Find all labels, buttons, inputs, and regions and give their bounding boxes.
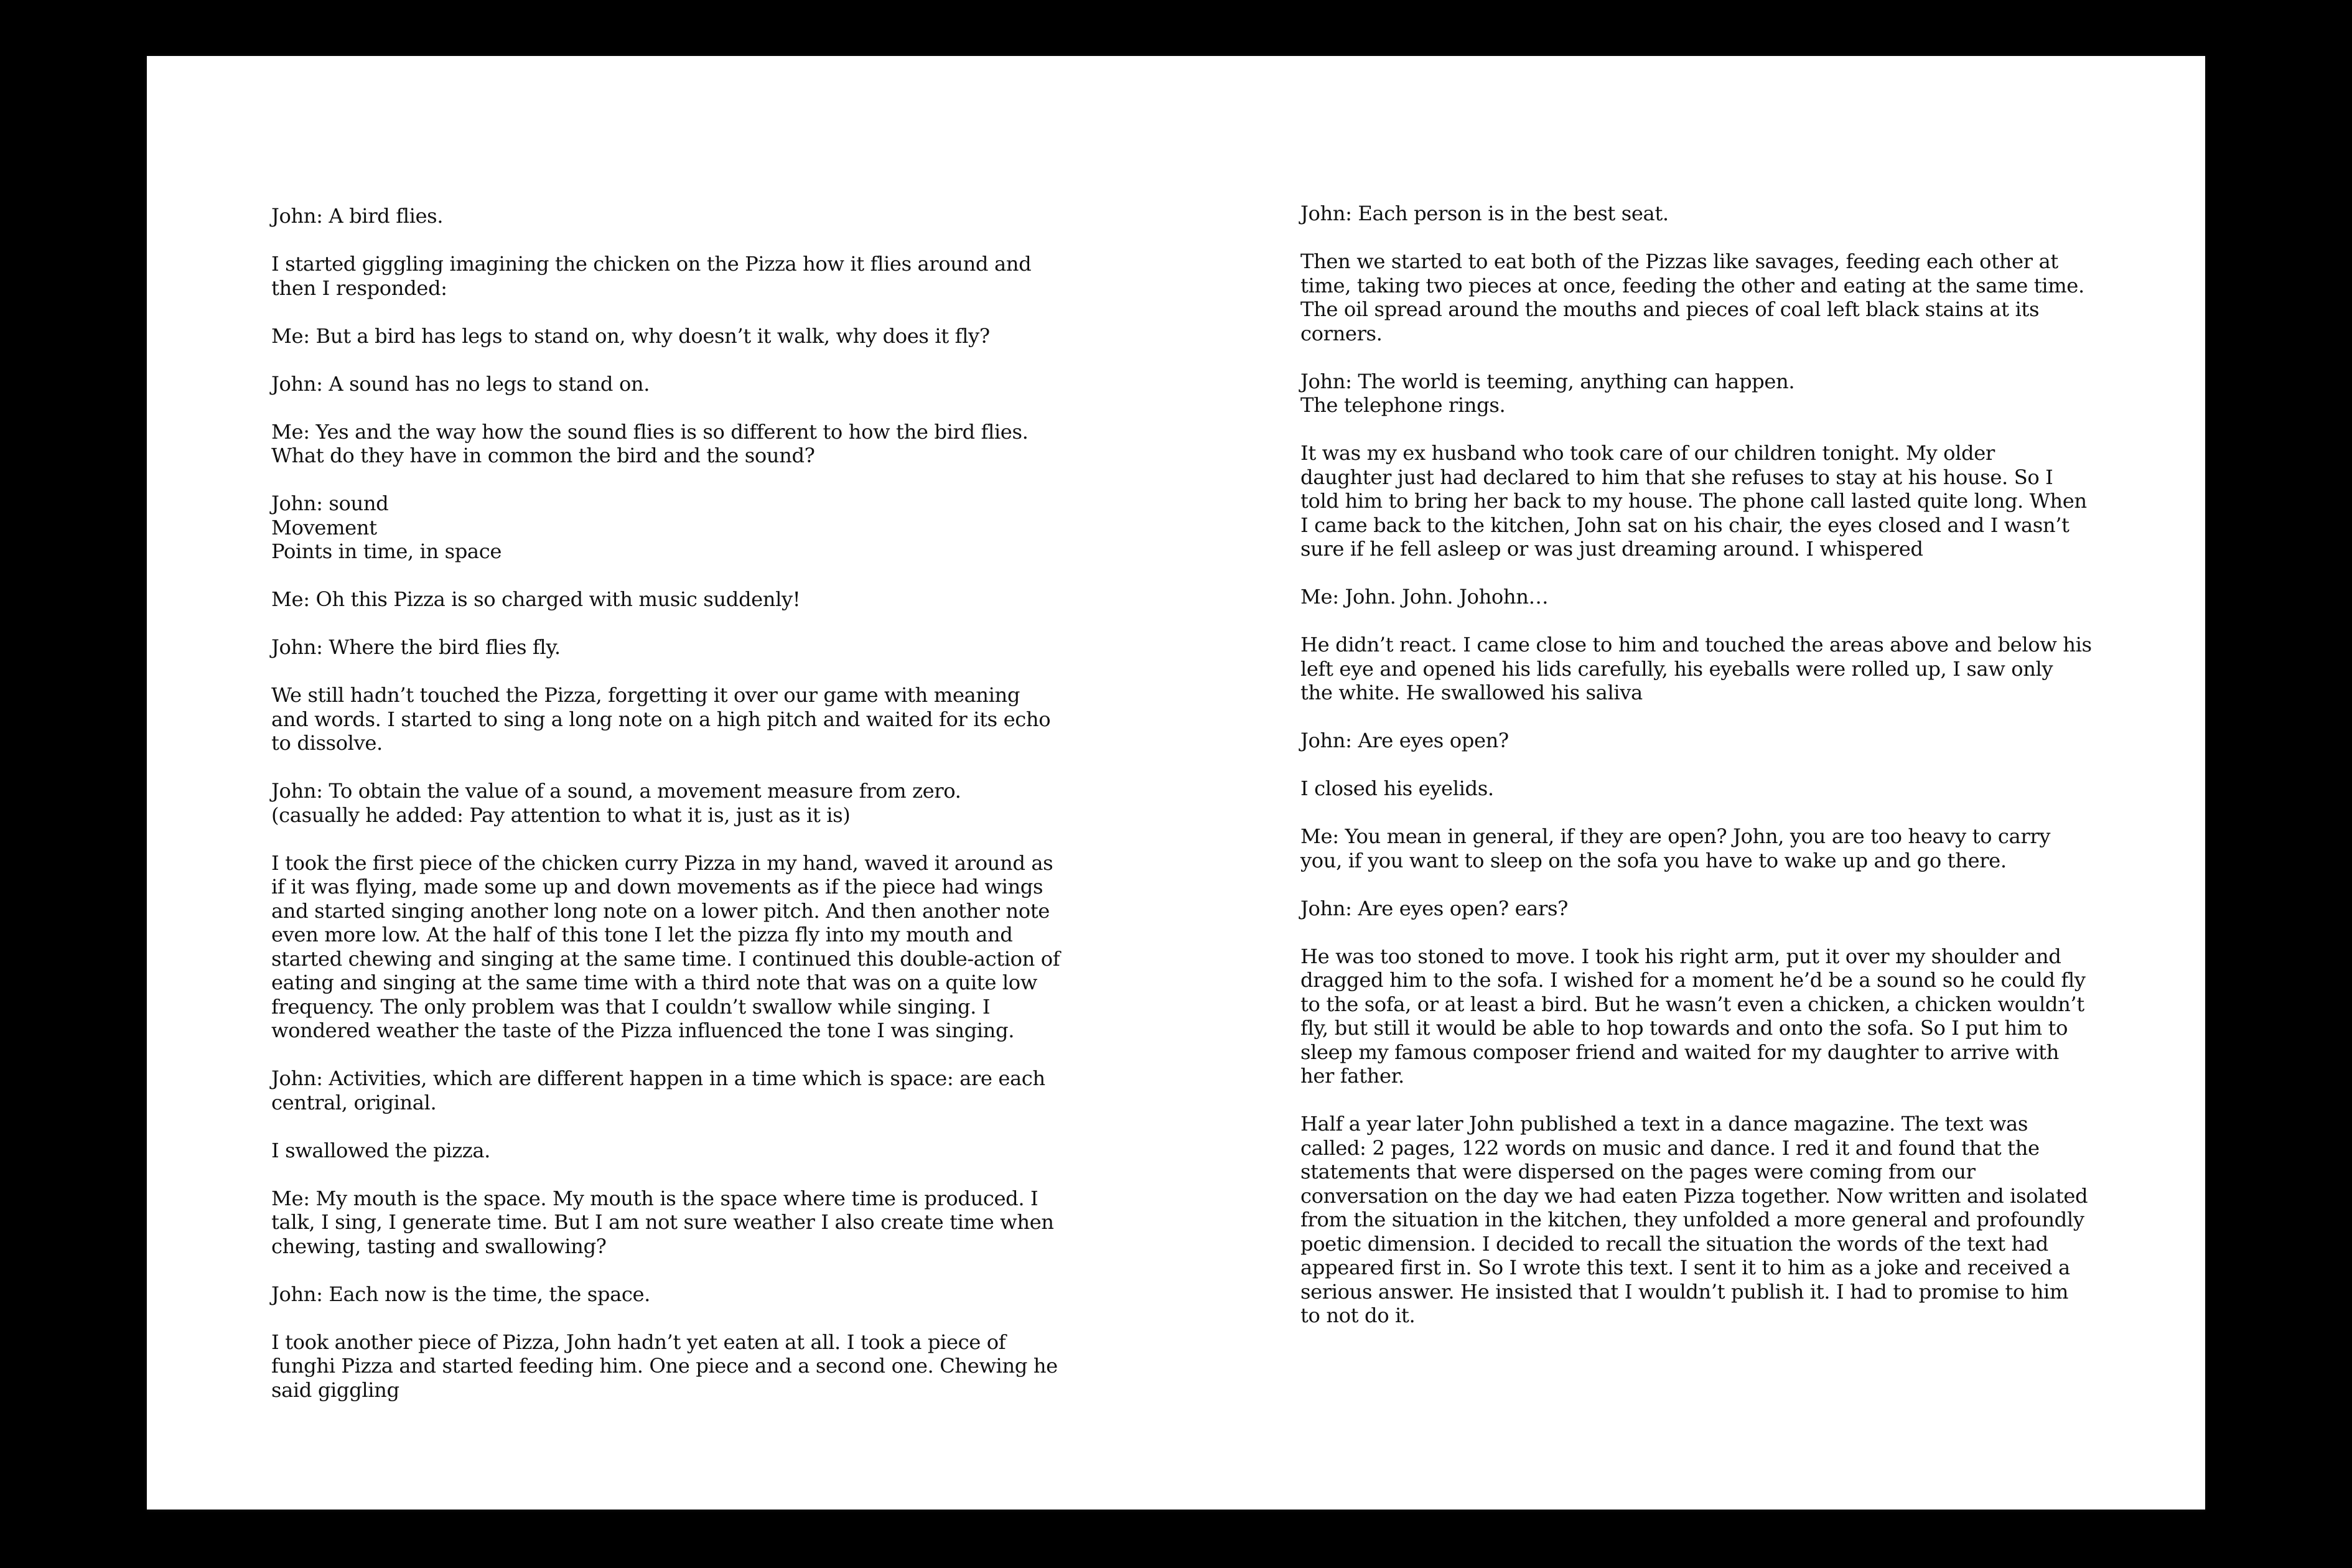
- left-paragraph: We still hadn’t touched the Pizza, forgetting it over our game with meaning and words. I started to sing a long note on a high pitch and waited for its echo to dissolve.: [271, 683, 1051, 755]
- left-paragraph: John: Each now is the time, the space.: [271, 1282, 650, 1306]
- right-paragraph: He was too stoned to move. I took his right arm, put it over my shoulder and dragged him to the sofa. I wished for a moment he’d be a sound so he could fly to the sofa, or at least a bird. But he wasn’t even a chicken, a chicken wouldn’t fly, but still it would be able to hop towards and onto the sofa. So I put him to sleep my famous composer friend and waited for my daughter to arrive with her father.: [1300, 944, 2086, 1088]
- right-page-text: [1300, 202, 2097, 1351]
- right-paragraph: John: The world is teeming, anything can happen. The telephone rings.: [1300, 369, 1795, 417]
- right-paragraph: John: Each person is in the best seat.: [1300, 202, 1669, 225]
- right-paragraph: It was my ex husband who took care of our children tonight. My older daughter just had declared to him that she refuses to stay at his house. So I told him to bring her back to my house. The phone call lasted quite long. When I came back to the kitchen, John sat on his chair, the eyes closed and I wasn’t sure if he fell asleep or was just dreaming around. I whispered: [1300, 441, 2087, 561]
- left-paragraph: Me: Yes and the way how the sound flies is so different to how the bird flies. What do they have in common the bird and the sound?: [271, 419, 1029, 467]
- left-paragraph: I started giggling imagining the chicken on the Pizza how it flies around and then I responded:: [271, 252, 1032, 300]
- left-paragraph: Me: My mouth is the space. My mouth is the space where time is produced. I talk, I sing, I generate time. But I am not sure weather I also create time when chewing, tasting and swallowing?: [271, 1186, 1054, 1258]
- right-paragraph: I closed his eyelids.: [1300, 777, 1494, 800]
- left-paragraph: John: To obtain the value of a sound, a movement measure from zero. (casually he added: Pay attention to what it is, just as it is): [271, 779, 961, 827]
- right-paragraph: Then we started to eat both of the Pizzas like savages, feeding each other at time, taking two pieces at once, feeding the other and eating at the same time. The oil spread around the mouths and pieces of coal left black stains at its corners.: [1300, 250, 2084, 345]
- left-paragraph: John: Where the bird flies fly.: [271, 635, 561, 659]
- left-paragraph: I took another piece of Pizza, John hadn’t yet eaten at all. I took a piece of funghi Pizza and started feeding him. One piece and a second one. Chewing he said giggling: [271, 1330, 1058, 1402]
- left-paragraph: John: A bird flies.: [271, 204, 444, 228]
- right-paragraph: He didn’t react. I came close to him and touched the areas above and below his left eye and opened his lids carefully, his eyeballs were rolled up, I saw only the white. He swallowed his saliva: [1300, 633, 2092, 704]
- right-paragraph: Me: You mean in general, if they are open? John, you are too heavy to carry you, if you want to sleep on the sofa you have to wake up and go there.: [1300, 824, 2051, 872]
- left-paragraph: I swallowed the pizza.: [271, 1138, 490, 1162]
- left-paragraph: Me: Oh this Pizza is so charged with music suddenly!: [271, 587, 801, 611]
- book-spread: [147, 56, 2205, 1510]
- left-paragraph: John: A sound has no legs to stand on.: [271, 371, 650, 396]
- left-paragraph: Me: But a bird has legs to stand on, why doesn’t it walk, why does it fly?: [271, 324, 990, 348]
- right-paragraph: John: Are eyes open?: [1300, 729, 1509, 752]
- right-paragraph: Me: John. John. Johohn…: [1300, 585, 1549, 609]
- left-page-text: [271, 204, 1068, 1426]
- left-paragraph: I took the first piece of the chicken curry Pizza in my hand, waved it around as if it was flying, made some up and down movements as if the piece had wings and started singing another long note on a lower pitch. And then another note even more low. At the half of this tone I let the pizza fly into my mouth and started chewing and singing at the same time. I continued this double-action of eating and singing at the same time with a third note that was on a quite low frequency. The only problem was that I couldn’t swallow while singing. I wondered weather the taste of the Pizza influenced the tone I was singing.: [271, 851, 1060, 1042]
- right-paragraph: Half a year later John published a text in a dance magazine. The text was called: 2 pages, 122 words on music and dance. I red it and found that the statements that were dispersed on the pages were coming from our conversation on the day we had eaten Pizza together. Now written and isolated from the situation in the kitchen, they unfolded a more general and profoundly poetic dimension. I decided to recall the situation the words of the text had appeared first in. So I wrote this text. I sent it to him as a joke and received a serious answer. He insisted that I wouldn’t publish it. I had to promise to him to not do it.: [1300, 1112, 2088, 1327]
- right-paragraph: John: Are eyes open? ears?: [1300, 896, 1569, 920]
- left-paragraph: John: Activities, which are different happen in a time which is space: are each central, original.: [271, 1066, 1045, 1114]
- left-paragraph: John: sound Movement Points in time, in space: [271, 492, 502, 563]
